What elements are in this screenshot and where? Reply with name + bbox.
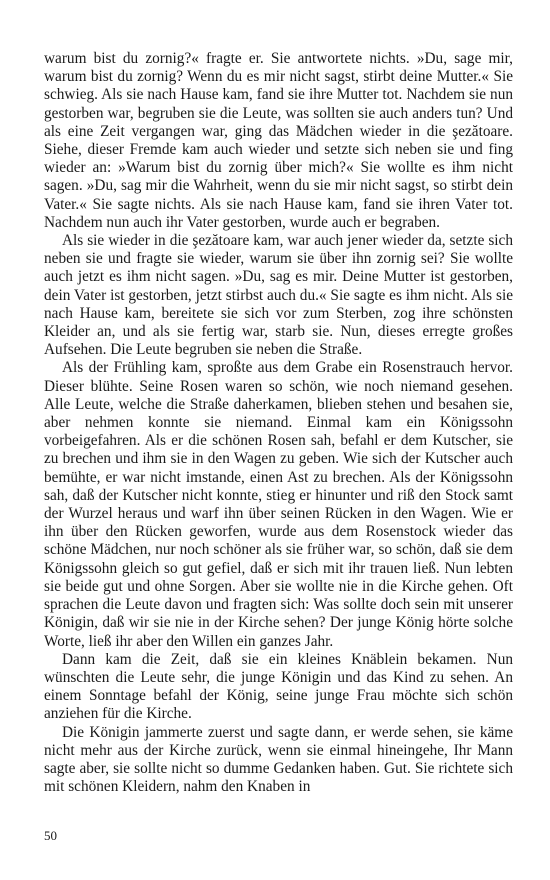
page-text <box>44 50 513 796</box>
paragraph-5: Die Königin jammerte zuerst und sagte dann, er werde sehen, sie käme nicht mehr aus der Kirche zurück, wenn sie einmal hineingehe, Ihr Mann sagte aber, sie sollte nicht so dumme Gedanken haben. Gut. Sie richtete sich mit schönen Kleidern, nahm den Knaben in <box>44 723 513 796</box>
paragraph-3: Als der Frühling kam, sproßte aus dem Grabe ein Rosenstrauch hervor. Dieser blühte. Seine Rosen waren so schön, wie noch niemand gesehen. Alle Leute, welche die Straße daherkamen, blieben stehen und besahen sie, aber nehmen konnte sie niemand. Einmal kam ein Königssohn vorbeigefahren. Als er die schönen Rosen sah, befahl er dem Kutscher, sie zu brechen und ihm sie in den Wagen zu geben. Wie sich der Kutscher auch bemühte, er war nicht imstande, einen Ast zu brechen. Als der Königssohn sah, daß der Kutscher nicht konnte, stieg er hinunter und riß den Stock samt der Wurzel heraus und warf ihn über seinen Rücken in den Wagen. Wie er ihn über den Rücken geworfen, wurde aus dem Rosenstock wieder das schöne Mädchen, nur noch schöner als sie früher war, so schön, daß sie dem Königssohn gleich so gut gefiel, daß er sich mit ihr trauen ließ. Nun lebten sie beide gut und ohne Sorgen. Aber sie wollte nie in die Kirche gehen. Oft sprachen die Leute davon und fragten sich: Was sollte doch sein mit unserer Königin, daß wir sie nie in der Kirche sehen? Der junge König hörte solche Worte, ließ ihr aber den Willen ein ganzes Jahr. <box>44 359 513 650</box>
paragraph-4: Dann kam die Zeit, daß sie ein kleines Knäblein bekamen. Nun wünschten die Leute sehr, die junge Königin und das Kind zu sehen. An einem Sonntage befahl der König, seine junge Frau möchte sich schön anziehen für die Kirche. <box>44 650 513 723</box>
paragraph-1: warum bist du zornig?« fragte er. Sie antwortete nichts. »Du, sage mir, warum bist du zornig? Wenn du es mir nicht sagst, stirbt deine Mutter.« Sie schwieg. Als sie nach Hause kam, fand sie ihre Mutter tot. Nachdem sie nun gestorben war, begruben sie die Leute, was sollten sie auch anders tun? Und als eine Zeit vergangen war, ging das Mädchen wieder in die şezătoare. Siehe, dieser Fremde kam auch wieder und setzte sich neben sie und fing wieder an: »Warum bist du zornig über mich?« Sie wollte es ihm nicht sagen. »Du, sag mir die Wahrheit, wenn du sie mir nicht sagst, so stirbt dein Vater.« Sie sagte nichts. Als sie nach Hause kam, fand sie ihren Vater tot. Nachdem nun auch ihr Vater gestorben, wurde auch er begraben. <box>44 50 513 231</box>
paragraph-2: Als sie wieder in die şezătoare kam, war auch jener wieder da, setzte sich neben sie und fragte sie wieder, warum sie über ihn zornig sei? Sie wollte auch jetzt es ihm nicht sagen. »Du, sag es mir. Deine Mutter ist gestorben, dein Vater ist gestorben, jetzt stirbst auch du.« Sie sagte es ihm nicht. Als sie nach Hause kam, bereitete sie sich vor zum Sterben, zog ihre schönsten Kleider an, und als sie fertig war, starb sie. Nun, dieses erregte großes Aufsehen. Die Leute begruben sie neben die Straße. <box>44 232 513 359</box>
page-number: 50 <box>44 828 57 843</box>
